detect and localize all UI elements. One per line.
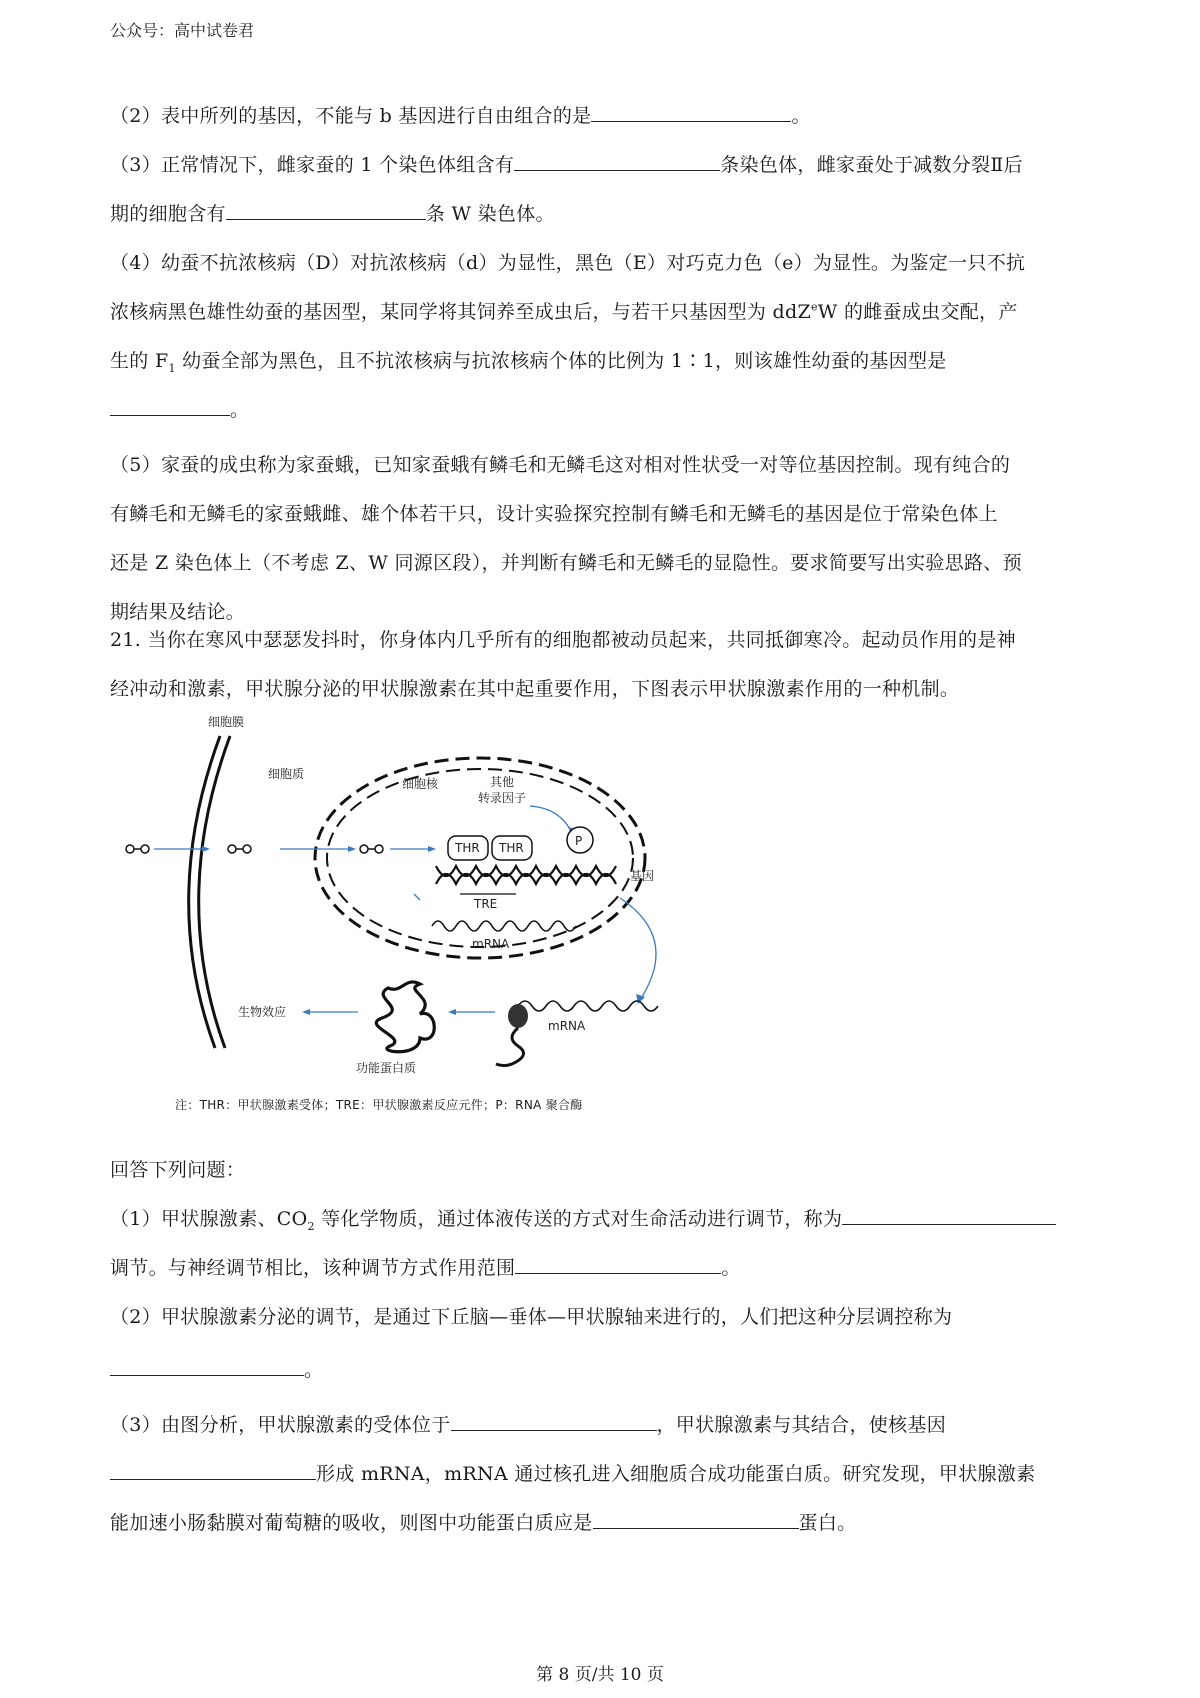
q20-p5-line4: 期结果及结论。: [110, 601, 246, 623]
q21-a1-l1b: 等化学物质，通过体液传送的方式对生命活动进行调节，称为: [314, 1208, 843, 1230]
q21-a2-line2: [110, 1346, 1100, 1395]
hormone-arrowhead-2: [348, 846, 356, 852]
answer-blank[interactable]: [110, 1457, 316, 1480]
q20-p2-end: 。: [791, 105, 811, 127]
hormone-molecule: [228, 845, 251, 853]
q21-a3-line2: [110, 1450, 1100, 1499]
mrna-cytoplasm: [518, 1001, 658, 1011]
answer-blank[interactable]: [110, 393, 230, 416]
q21-a1-line1: [110, 1195, 1100, 1244]
source-header: 公众号：高中试卷君: [110, 21, 255, 40]
q21-a1-l1a: （1）甲状腺激素、CO: [110, 1208, 308, 1230]
q20-p5-line1: （5）家蚕的成虫称为家蚕蛾，已知家蚕蛾有鳞毛和无鳞毛这对相对性状受一对等位基因控制。现有纯合的: [110, 454, 1011, 476]
label-other-tf-1: 其他: [490, 775, 515, 789]
hormone-arrowhead-3: [428, 846, 436, 852]
effect-arrowhead: [302, 1009, 310, 1015]
answer-blank[interactable]: [593, 1506, 799, 1529]
q21-a1-sub: 2: [307, 1219, 315, 1233]
q20-p3-d: 条 W 染色体。: [425, 203, 555, 225]
q20-p3-a: （3）正常情况下，雌家蚕的 1 个染色体组含有: [110, 154, 515, 176]
q21-intro-line1: 21. 当你在寒风中瑟瑟发抖时，你身体内几乎所有的细胞都被动员起来，共同抵御寒冷。起动员作用的是神: [110, 629, 1016, 651]
answer-blank[interactable]: [515, 1251, 721, 1274]
q20-p3-b: 条染色体，雌家蚕处于减数分裂Ⅱ后: [720, 154, 1023, 176]
label-cell-membrane: 细胞膜: [208, 715, 245, 729]
q21-a1-l2b: 。: [721, 1257, 741, 1279]
label-tre: TRE: [474, 897, 498, 911]
mrna-arrow-small: [414, 894, 420, 900]
q20-p4-l3b: 幼蚕全部为黑色，且不抗浓核病与抗浓核病个体的比例为 1∶1，则该雄性幼蚕的基因型是: [175, 350, 947, 372]
q21-questions: [110, 1146, 1100, 1548]
figure-note: 注：THR：甲状腺激素受体；TRE：甲状腺激素反应元件；P：RNA 聚合酶: [175, 1098, 583, 1112]
q21-a3-line1: [110, 1401, 1100, 1450]
q20-p3-line2: [110, 190, 1100, 239]
q21-a3-l2: 形成 mRNA，mRNA 通过核孔进入细胞质合成功能蛋白质。研究发现，甲状腺激素: [316, 1463, 1036, 1485]
export-arrow: [620, 898, 656, 1000]
q21-a3-l3b: 蛋白。: [798, 1512, 857, 1534]
label-p: P: [575, 834, 583, 848]
q20-p4-l3a: 生的 F: [110, 350, 169, 372]
answer-blank[interactable]: [451, 1408, 657, 1431]
q21-a2-line1: （2）甲状腺激素分泌的调节，是通过下丘脑—垂体—甲状腺轴来进行的，人们把这种分层调控称为: [110, 1306, 953, 1328]
q20-p2: [110, 92, 1100, 141]
q21-a1-l2a: 调节。与神经调节相比，该种调节方式作用范围: [110, 1257, 516, 1279]
label-bio-effect: 生物效应: [238, 1005, 287, 1019]
label-other-tf-2: 转录因子: [478, 791, 527, 805]
label-gene: 基因: [630, 869, 655, 883]
hormone-arrowhead-1: [202, 846, 210, 852]
answer-blank[interactable]: [110, 1353, 304, 1376]
q20-p4-l2b: W 的雌蚕成虫交配，产: [817, 301, 1018, 323]
label-nucleus: 细胞核: [402, 777, 439, 791]
mrna-nuclear: [432, 921, 576, 931]
q20-p4-sup: e: [810, 300, 818, 314]
page-footer: 第 8 页/共 10 页: [536, 1665, 664, 1685]
q21-a2-end: 。: [304, 1359, 324, 1381]
q21-a3-l1a: （3）由图分析，甲状腺激素的受体位于: [110, 1414, 451, 1436]
answer-prompt: 回答下列问题：: [110, 1159, 246, 1181]
label-mrna-nuclear: mRNA: [472, 937, 510, 951]
q21-a3-l1b: ，甲状腺激素与其结合，使核基因: [656, 1414, 947, 1436]
q20-p5-line3: 还是 Z 染色体上（不考虑 Z、W 同源区段），并判断有鳞毛和无鳞毛的显隐性。要求简要写出实验思路、预: [110, 552, 1022, 574]
protein-arrowhead: [448, 1009, 456, 1015]
q20-p4-sub: 1: [168, 361, 176, 375]
hormone-molecule: [126, 845, 149, 853]
q20-p4-l2a: 浓核病黑色雄性幼蚕的基因型，某同学将其饲养至成虫后，与若干只基因型为 ddZ: [110, 301, 811, 323]
label-mrna-cytoplasm: mRNA: [548, 1019, 586, 1033]
thyroid-hormone-mechanism-figure: [120, 708, 710, 1088]
polypeptide-chain: [496, 1028, 524, 1066]
label-thr-2: THR: [499, 841, 524, 855]
answer-blank[interactable]: [226, 197, 426, 220]
q20-p2-text: （2）表中所列的基因，不能与 b 基因进行自由组合的是: [110, 105, 592, 127]
q20-block: [110, 92, 1100, 637]
hormone-molecule: [360, 845, 383, 853]
tf-arrow: [530, 806, 572, 833]
q21-intro-line2: 经冲动和激素，甲状腺分泌的甲状腺激素在其中起重要作用，下图表示甲状腺激素作用的一种机制。: [110, 678, 960, 700]
q20-p5-line2: 有鳞毛和无鳞毛的家蚕蛾雌、雄个体若干只，设计实验探究控制有鳞毛和无鳞毛的基因是位于常染色体上: [110, 503, 998, 525]
answer-blank[interactable]: [514, 148, 720, 171]
q20-p4-line4: [110, 386, 1100, 435]
label-functional-protein: 功能蛋白质: [356, 1061, 417, 1075]
figure-svg: [120, 708, 710, 1088]
ribosome: [508, 1004, 528, 1028]
q20-p3-line1: [110, 141, 1100, 190]
q21-a3-line3: [110, 1499, 1100, 1548]
q20-p4-end: 。: [230, 399, 250, 421]
q20-p3-c: 期的细胞含有: [110, 203, 226, 225]
functional-protein: [376, 982, 434, 1052]
answer-blank[interactable]: [842, 1202, 1056, 1225]
answer-blank[interactable]: [591, 99, 791, 122]
q20-p4-line2: [110, 288, 1100, 337]
q20-p4-line1: （4）幼蚕不抗浓核病（D）对抗浓核病（d）为显性，黑色（E）对巧克力色（e）为显性。为鉴定一只不抗: [110, 252, 1026, 274]
q20-p4-line3: [110, 337, 1100, 386]
label-cytoplasm: 细胞质: [268, 767, 305, 781]
q21-a1-line2: [110, 1244, 1100, 1293]
label-thr-1: THR: [455, 841, 480, 855]
q21-a3-l3a: 能加速小肠黏膜对葡萄糖的吸收，则图中功能蛋白质应是: [110, 1512, 593, 1534]
q21-intro: [110, 616, 1100, 714]
cell-membrane-inner: [199, 736, 230, 1048]
